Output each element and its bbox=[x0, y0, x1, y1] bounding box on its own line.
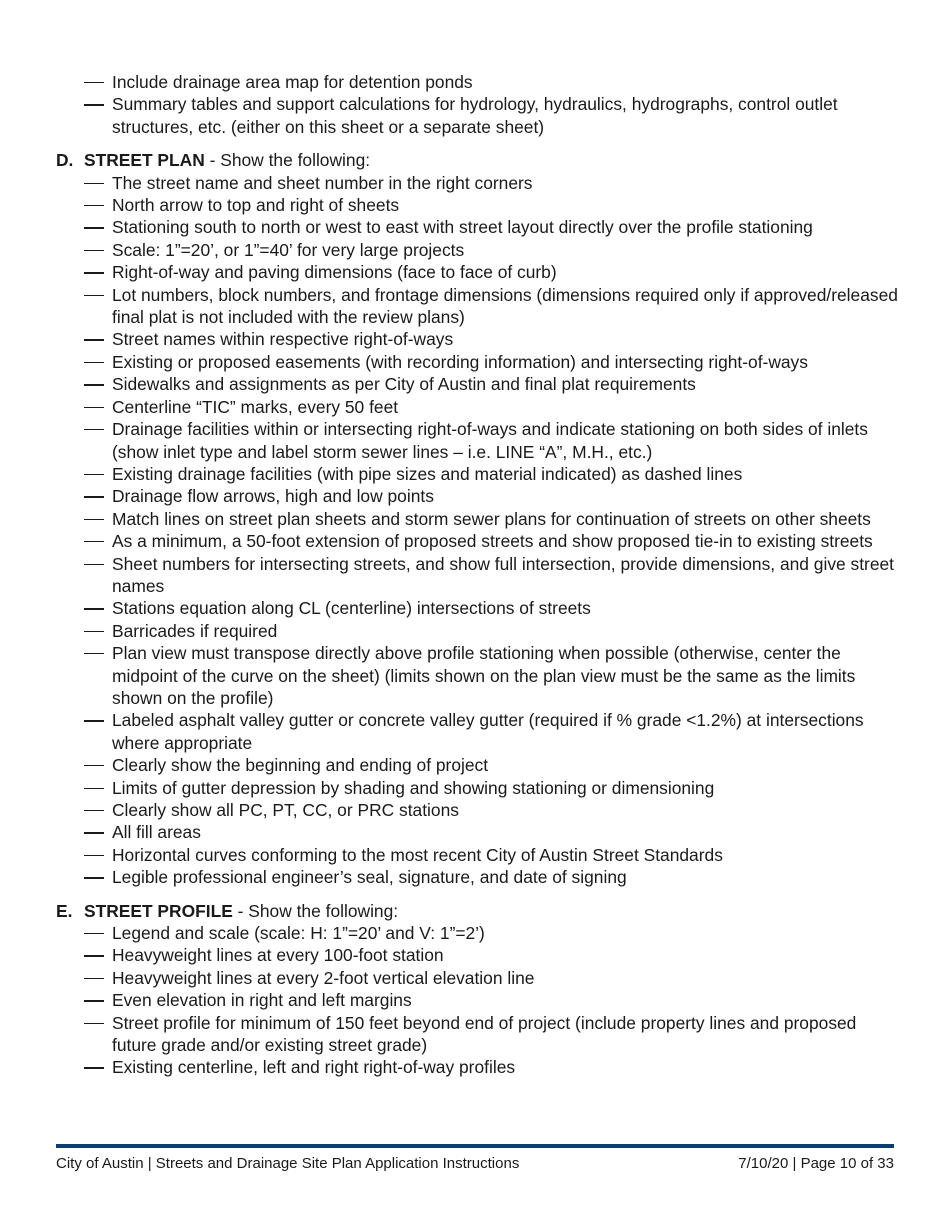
list-item: North arrow to top and right of sheets bbox=[112, 195, 400, 216]
list-item: Street profile for minimum of 150 feet beyond end of project (include property lines and proposed future grade and/or existing street grade) bbox=[112, 1012, 857, 1056]
list-item: Legend and scale (scale: H: 1”=20’ and V: 1”=2’) bbox=[112, 923, 485, 944]
list-item: Heavyweight lines at every 2-foot vertical elevation line bbox=[112, 967, 535, 988]
intro-list bbox=[56, 71, 901, 138]
document-body bbox=[56, 71, 901, 1079]
list-item: Scale: 1”=20’, or 1”=40’ for very large projects bbox=[112, 239, 465, 260]
list-item: Sheet numbers for intersecting streets, and show full intersection, provide dimensions, and give street names bbox=[112, 553, 895, 596]
list-item: Horizontal curves conforming to the most recent City of Austin Street Standards bbox=[112, 844, 723, 865]
list-item: Sidewalks and assignments as per City of Austin and final plat requirements bbox=[112, 374, 696, 395]
list-item: Drainage flow arrows, high and low points bbox=[112, 486, 434, 507]
list-item: Right-of-way and paving dimensions (face to face of curb) bbox=[112, 262, 557, 283]
list-item: Limits of gutter depression by shading and showing stationing or dimensioning bbox=[112, 777, 715, 798]
list-item: Barricades if required bbox=[112, 620, 278, 641]
list-item: Labeled asphalt valley gutter or concrete valley gutter (required if % grade <1.2%) at intersections where appropriate bbox=[112, 710, 864, 753]
list-item: Legible professional engineer’s seal, signature, and date of signing bbox=[112, 867, 627, 888]
list-item: Existing or proposed easements (with recording information) and intersecting right-of-ways bbox=[112, 351, 808, 372]
list-item: The street name and sheet number in the right corners bbox=[112, 172, 533, 193]
list-item: Street names within respective right-of-ways bbox=[112, 329, 454, 350]
list-item: Heavyweight lines at every 100-foot station bbox=[112, 945, 444, 966]
street-profile-list bbox=[56, 922, 901, 1079]
list-item: Drainage facilities within or intersecting right-of-ways and indicate stationing on both sides of inlets (show inlet type and label storm sewer lines – i.e. LINE “A”, M.H., etc.) bbox=[112, 419, 868, 462]
list-item: Include drainage area map for detention ponds bbox=[112, 72, 473, 92]
list-item: Clearly show the beginning and ending of project bbox=[112, 755, 489, 776]
street-plan-list bbox=[56, 172, 901, 889]
list-item: As a minimum, a 50-foot extension of proposed streets and show proposed tie-in to existing streets bbox=[112, 531, 873, 552]
list-item: Stationing south to north or west to east with street layout directly over the profile stationing bbox=[112, 217, 813, 238]
list-item: Summary tables and support calculations for hydrology, hydraulics, hydrographs, control outlet structures, etc. (either on this sheet or a separate sheet) bbox=[112, 94, 838, 137]
list-item: Existing centerline, left and right right-of-way profiles bbox=[112, 1057, 516, 1078]
list-item: Even elevation in right and left margins bbox=[112, 990, 412, 1011]
list-item: All fill areas bbox=[112, 822, 201, 843]
list-item: Clearly show all PC, PT, CC, or PRC stations bbox=[112, 800, 459, 820]
footer-divider bbox=[56, 1144, 894, 1148]
section-heading-street-profile: E. STREET PROFILE - Show the following: bbox=[56, 900, 399, 921]
list-item: Lot numbers, block numbers, and frontage dimensions (dimensions required only if approved/released final plat is not included with the review plans) bbox=[112, 284, 898, 328]
section-heading-street-plan: D. STREET PLAN - Show the following: bbox=[56, 150, 371, 171]
list-item: Centerline “TIC” marks, every 50 feet bbox=[112, 396, 399, 417]
footer-document-title: City of Austin | Streets and Drainage Site Plan Application Instructions bbox=[56, 1155, 520, 1172]
footer-page-info: 7/10/20 | Page 10 of 33 bbox=[738, 1155, 894, 1172]
list-item: Stations equation along CL (centerline) intersections of streets bbox=[112, 598, 591, 619]
list-item: Plan view must transpose directly above profile stationing when possible (otherwise, center the midpoint of the curve on the sheet) (limits shown on the plan view must be the same as the limits shown on the profile) bbox=[112, 643, 856, 708]
list-item: Match lines on street plan sheets and storm sewer plans for continuation of streets on other sheets bbox=[112, 508, 871, 529]
list-item: Existing drainage facilities (with pipe sizes and material indicated) as dashed lines bbox=[112, 463, 743, 484]
